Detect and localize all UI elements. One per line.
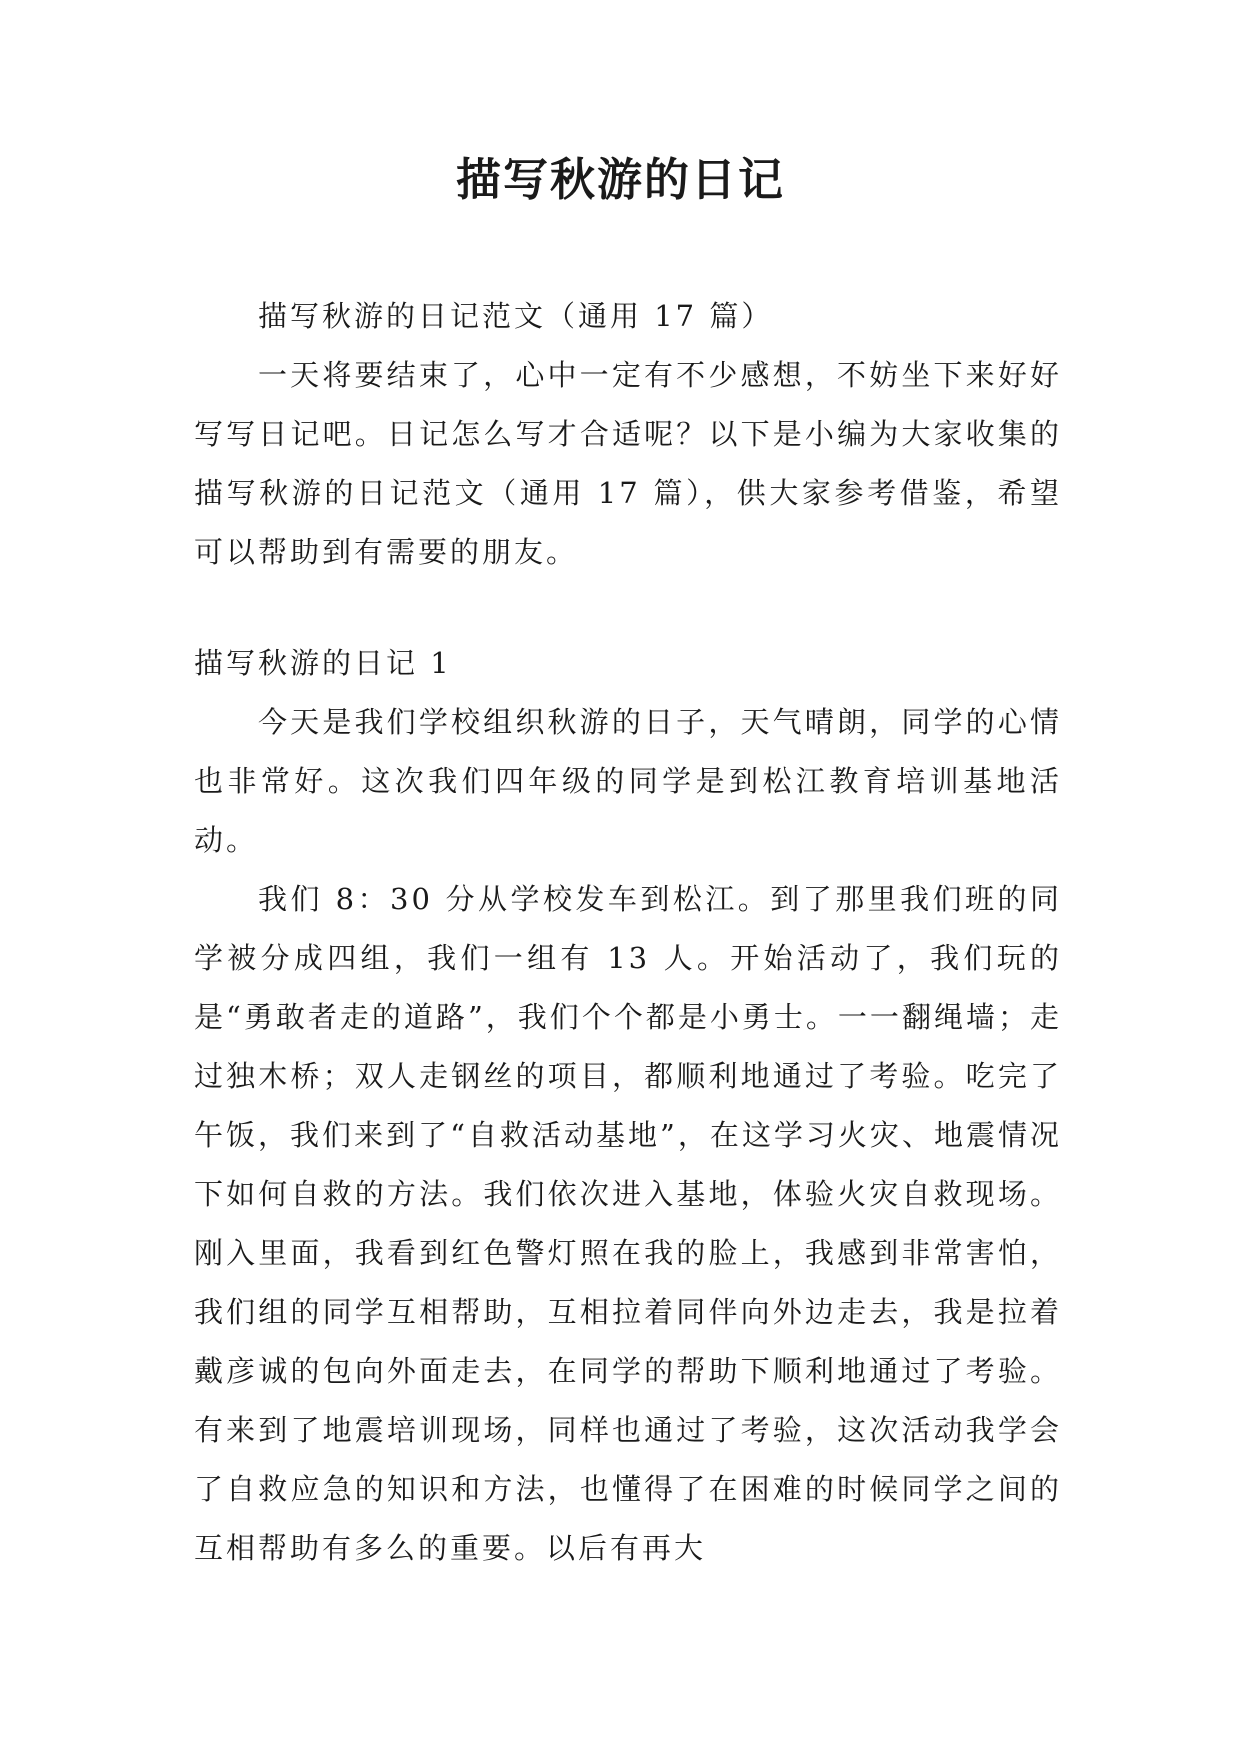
body-paragraph: 今天是我们学校组织秋游的日子，天气晴朗，同学的心情也非常好。这次我们四年级的同学是到松江教育培训基地活动。	[194, 705, 1062, 857]
section-heading: 描写秋游的日记 1	[194, 646, 452, 680]
document-title: 描写秋游的日记	[455, 153, 785, 206]
body-paragraph: 我们 8：30 分从学校发车到松江。到了那里我们班的同学被分成四组，我们一组有 13 人。开始活动了，我们玩的是“勇敢者走的道路”，我们个个都是小勇士。一一翻绳墙；走过独木桥；双人走钢丝的项目，都顺利地通过了考验。吃完了午饭，我们来到了“自救活动基地”，在这学习火灾、地震情况下如何自救的方法。我们依次进入基地，体验火灾自救现场。刚入里面，我看到红色警灯照在我的脸上，我感到非常害怕，我们组的同学互相帮助，互相拉着同伴向外边走去，我是拉着戴彦诚的包向外面走去，在同学的帮助下顺利地通过了考验。有来到了地震培训现场，同样也通过了考验，这次活动我学会了自救应急的知识和方法，也懂得了在困难的时候同学之间的互相帮助有多么的重要。以后有再大	[194, 882, 1062, 1565]
intro-paragraph: 一天将要结束了，心中一定有不少感想，不妨坐下来好好写写日记吧。日记怎么写才合适呢？以下是小编为大家收集的描写秋游的日记范文（通用 17 篇），供大家参考借鉴，希望可以帮助到有需要的朋友。	[194, 358, 1062, 569]
document-subtitle: 描写秋游的日记范文（通用 17 篇）	[258, 299, 774, 333]
